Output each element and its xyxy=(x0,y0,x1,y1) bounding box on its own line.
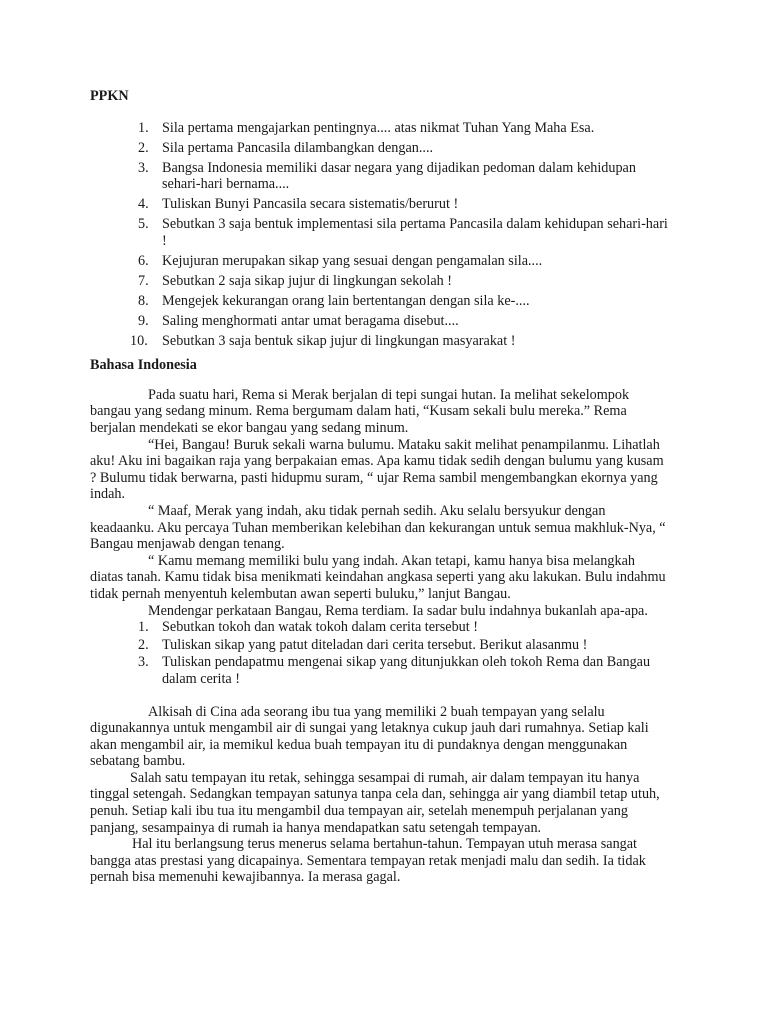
bahasa-heading: Bahasa Indonesia xyxy=(90,357,197,374)
list-item xyxy=(90,637,670,654)
story-paragraph: “ Kamu memang memiliki bulu yang indah. Akan tetapi, kamu hanya bisa melangkah diatas tanah. Kamu tidak bisa menikmati keindahan angkasa seperti yang aku lakukan. Bulu indahmu tidak pernah menyentuh kelembutan awan seperti buluku,” lanjut Bangau. xyxy=(90,552,666,602)
story-paragraph: “ Maaf, Merak yang indah, aku tidak pernah sedih. Aku selalu bersyukur dengan keadaanku. Aku percaya Tuhan memberikan kelebihan dan kekurangan untuk semua makhluk-Nya, “ Bangau menjawab dengan tenang. xyxy=(90,502,666,553)
question-text: Tuliskan pendapatmu mengenai sikap yang ditunjukkan oleh tokoh Rema dan Bangau dalam cerita ! xyxy=(162,654,651,687)
list-item xyxy=(90,273,670,290)
list-item xyxy=(90,654,670,687)
list-number: 5. xyxy=(138,216,149,233)
story-paragraph: “Hei, Bangau! Buruk sekali warna bulumu. Mataku sakit melihat penampilanmu. Lihatlah aku! Aku ini bagaikan raja yang berpakaian emas. Apa kamu tidak sedih dengan bulumu yang kusam ? Bulumu tidak berwarna, pasti hidupmu suram, “ ujar Rema sambil mengembangkan ekornya yang indah. xyxy=(90,436,664,503)
list-number: 9. xyxy=(138,312,149,329)
list-item xyxy=(90,140,670,157)
question-text: Sebutkan 3 saja bentuk sikap jujur di lingkungan masyarakat ! xyxy=(162,332,516,349)
story-paragraph: Hal itu berlangsung terus menerus selama bertahun-tahun. Tempayan utuh merasa sangat bangga atas prestasi yang dicapainya. Sementara tempayan retak menjadi malu dan sedih. Ia tidak pernah bisa memenuhi kewajibannya. Ia merasa gagal. xyxy=(90,836,646,886)
question-text: Tuliskan Bunyi Pancasila secara sistematis/berurut ! xyxy=(162,196,459,213)
story-paragraph: Alkisah di Cina ada seorang ibu tua yang memiliki 2 buah tempayan yang selalu digunakannya untuk mengambil air di sungai yang letaknya cukup jauh dari rumahnya. Setiap kali akan mengambil air, ia memikul kedua buah tempayan itu di pundaknya dengan menggunakan sebatang bambu. xyxy=(90,703,649,770)
question-text: Sebutkan tokoh dan watak tokoh dalam cerita tersebut ! xyxy=(162,619,478,636)
list-number: 2. xyxy=(138,636,149,653)
question-text: Kejujuran merupakan sikap yang sesuai dengan pengamalan sila.... xyxy=(162,252,543,269)
list-item xyxy=(90,313,670,330)
list-item xyxy=(90,619,670,636)
bahasa-question-list xyxy=(90,619,670,687)
story-paragraph: Salah satu tempayan itu retak, sehingga sesampai di rumah, air dalam tempayan itu hanya tinggal setengah. Sedangkan tempayan satunya tanpa cela dan, sehingga air yang diambil tetap utuh, penuh. Setiap kali ibu tua itu mengambil dua tempayan air, setelah menempuh perjalanan yang panjang, sesampainya di rumah ia hanya mendapatkan satu setengah tempayan. xyxy=(90,769,660,836)
list-number: 6. xyxy=(138,252,149,269)
story-paragraph: Mendengar perkataan Bangau, Rema terdiam. Ia sadar bulu indahnya bukanlah apa-apa. xyxy=(148,602,648,619)
list-item xyxy=(90,253,670,270)
list-number: 4. xyxy=(138,196,149,213)
question-text: Saling menghormati antar umat beragama disebut.... xyxy=(162,312,459,329)
list-number: 1. xyxy=(138,619,149,636)
list-number: 3. xyxy=(138,654,149,671)
ppkn-question-list xyxy=(90,120,670,350)
list-number: 1. xyxy=(138,119,149,136)
list-number: 8. xyxy=(138,292,149,309)
ppkn-heading: PPKN xyxy=(90,88,129,104)
question-text: Tuliskan sikap yang patut diteladan dari cerita tersebut. Berikut alasanmu ! xyxy=(162,636,588,653)
list-item xyxy=(90,120,670,137)
question-text: Bangsa Indonesia memiliki dasar negara yang dijadikan pedoman dalam kehidupan sehari-hari bernama.... xyxy=(162,159,636,193)
question-text: Sebutkan 2 saja sikap jujur di lingkungan sekolah ! xyxy=(162,272,453,289)
list-item xyxy=(90,333,670,350)
list-number: 10. xyxy=(130,332,148,349)
list-number: 7. xyxy=(138,272,149,289)
question-text: Sila pertama Pancasila dilambangkan dengan.... xyxy=(162,139,434,156)
story-paragraph: Pada suatu hari, Rema si Merak berjalan di tepi sungai hutan. Ia melihat sekelompok bangau yang sedang minum. Rema bergumam dalam hati, “Kusam sekali bulu mereka.” Rema berjalan mendekati se ekor bangau yang sedang minum. xyxy=(90,386,630,437)
question-text: Sebutkan 3 saja bentuk implementasi sila pertama Pancasila dalam kehidupan sehari-hari ! xyxy=(162,216,668,249)
section-spacer xyxy=(90,689,670,704)
question-text: Mengejek kekurangan orang lain bertentangan dengan sila ke-.... xyxy=(162,292,530,309)
document-page xyxy=(90,88,670,886)
question-text: Sila pertama mengajarkan pentingnya.... atas nikmat Tuhan Yang Maha Esa. xyxy=(162,119,595,136)
list-number: 2. xyxy=(138,139,149,156)
list-item xyxy=(90,293,670,310)
list-item xyxy=(90,216,670,249)
list-item xyxy=(90,160,670,193)
list-number: 3. xyxy=(138,159,149,176)
list-item xyxy=(90,196,670,213)
